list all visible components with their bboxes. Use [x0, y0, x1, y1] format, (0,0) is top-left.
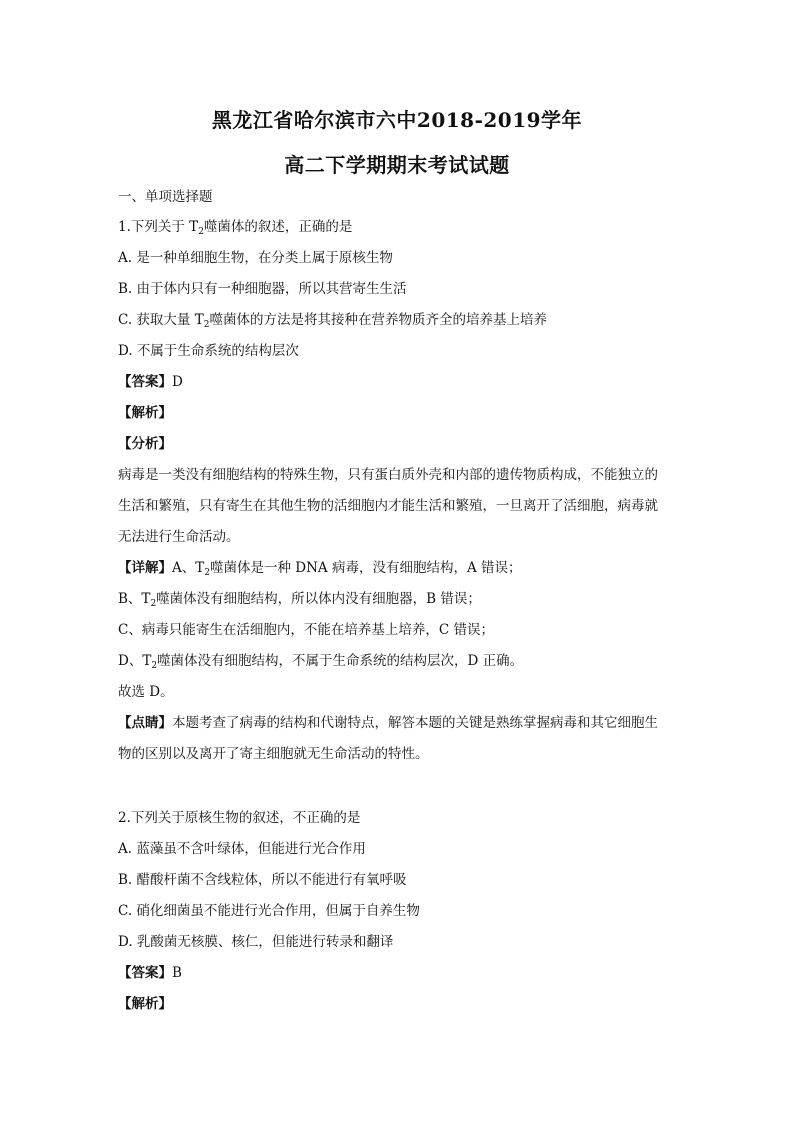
q1-fenxi-line-3: 无法进行生命活动。 — [118, 529, 240, 545]
q1-detail-d — [118, 651, 698, 676]
q2-analysis-label: 【解析】 — [118, 996, 172, 1012]
q1-option-c-part2: 噬菌体的方法是将其接种在营养物质齐全的培养基上培养 — [209, 312, 547, 328]
q1-fenxi-line-2: 生活和繁殖，只有寄生在其他生物的活细胞内才能生活和繁殖，一旦离开了活细胞，病毒就 — [118, 498, 658, 514]
q1-stem-part2: 噬菌体的叙述，正确的是 — [203, 219, 353, 235]
q2-stem: 2.下列关于原核生物的叙述，不正确的是 — [118, 810, 361, 826]
q1-option-b: B. 由于体内只有一种细胞器，所以其营寄生生活 — [118, 281, 407, 297]
q2-answer — [118, 963, 698, 983]
q1-option-c-subscript: 2 — [203, 320, 210, 330]
q2-option-d: D. 乳酸菌无核膜、核仁，但能进行转录和翻译 — [118, 934, 394, 950]
q1-stem-part1: 1.下列关于 T — [118, 219, 199, 235]
q1-answer-value: D — [172, 374, 183, 390]
q1-conclusion: 故选 D。 — [118, 684, 174, 700]
q1-detail-c: C、病毒只能寄生在活细胞内，不能在培养基上培养，C 错误； — [118, 622, 494, 638]
q1-detail-b — [118, 589, 698, 614]
q1-option-a: A. 是一种单细胞生物，在分类上属于原核生物 — [118, 250, 393, 266]
q1-stem — [118, 217, 698, 242]
q1-fenxi-label: 【分析】 — [118, 436, 172, 452]
q1-detail-d-subscript: 2 — [151, 661, 158, 671]
q1-answer — [118, 372, 698, 392]
q1-answer-label: 【答案】 — [118, 374, 172, 390]
q1-detail-a-post: 噬菌体是一种 DNA 病毒，没有细胞结构，A 错误； — [210, 560, 522, 576]
q1-detail-b-post: 噬菌体没有细胞结构，所以体内没有细胞器，B 错误； — [156, 591, 481, 607]
q1-fenxi-line-1: 病毒是一类没有细胞结构的特殊生物，只有蛋白质外壳和内部的遗传物质构成，不能独立的 — [118, 467, 658, 483]
q2-option-a: A. 蓝藻虽不含叶绿体，但能进行光合作用 — [118, 841, 366, 857]
q1-detail-a-pre: A、T — [172, 560, 205, 576]
q2-option-b: B. 醋酸杆菌不含线粒体，所以不能进行有氧呼吸 — [118, 872, 407, 888]
q1-analysis-label: 【解析】 — [118, 405, 172, 421]
q1-stem-subscript: 2 — [198, 227, 204, 237]
q1-detail-label: 【详解】 — [118, 560, 172, 576]
q1-detail-b-pre: B、T — [118, 591, 151, 607]
q1-option-c-part1: C. 获取大量 T — [118, 312, 204, 328]
q2-answer-value: B — [172, 965, 182, 981]
document-title-line-1: 黑龙江省哈尔滨市六中2018-2019学年 — [211, 108, 583, 132]
q1-comment-line-1 — [118, 713, 698, 733]
q1-comment-text: 本题考查了病毒的结构和代谢特点，解答本题的关键是熟练掌握病毒和其它细胞生 — [172, 715, 658, 731]
q2-option-c: C. 硝化细菌虽不能进行光合作用，但属于自养生物 — [118, 903, 420, 919]
q1-option-d: D. 不属于生命系统的结构层次 — [118, 343, 299, 359]
q1-detail-d-pre: D、T — [118, 653, 152, 669]
document-title-line-2: 高二下学期期末考试试题 — [284, 153, 510, 177]
q2-answer-label: 【答案】 — [118, 965, 172, 981]
q1-comment-label: 【点睛】 — [118, 715, 172, 731]
q1-detail-a — [118, 558, 698, 583]
q1-detail-b-subscript: 2 — [150, 599, 157, 609]
q1-detail-a-subscript: 2 — [204, 568, 210, 578]
q1-option-c — [118, 310, 698, 335]
section-heading: 一、单项选择题 — [118, 189, 213, 205]
q1-detail-d-post: 噬菌体没有细胞结构，不属于生命系统的结构层次，D 正确。 — [157, 653, 524, 669]
q1-comment-line-2: 物的区别以及离开了寄主细胞就无生命活动的特性。 — [118, 746, 429, 762]
